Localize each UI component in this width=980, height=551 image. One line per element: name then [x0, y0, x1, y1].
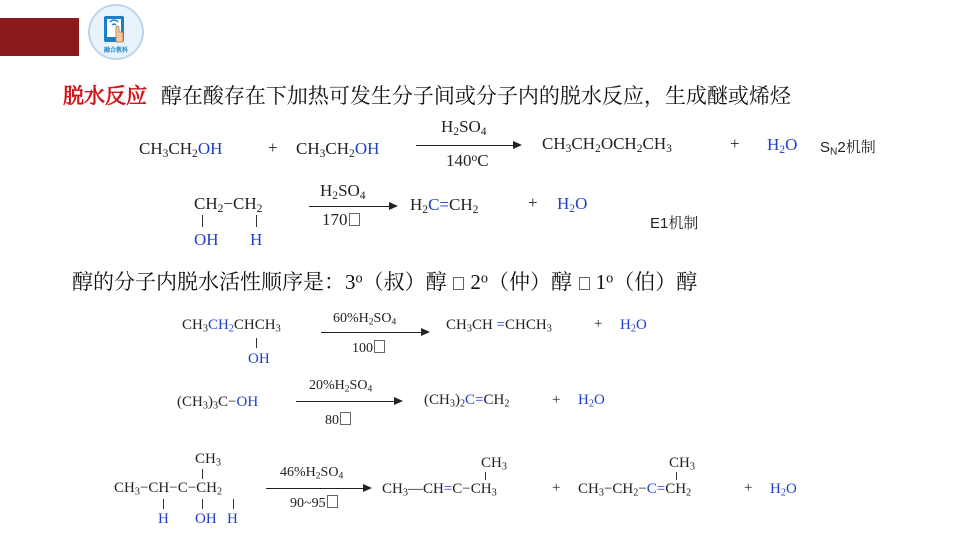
r5-product-1: $CH_3—CH=C-CH_3$	[382, 481, 497, 499]
r5-oh: OH	[195, 511, 217, 527]
r4-condition: 80	[325, 412, 351, 429]
r3-oh: OH	[248, 351, 270, 367]
r5-condition: 90~95	[290, 495, 338, 512]
logo-text: 融合教科	[103, 48, 128, 54]
r1-mechanism: $S_N2$机制	[820, 139, 876, 158]
r2-bond-1	[202, 215, 203, 227]
r3-reactant: $CH_3CH_2CHCH_3$	[182, 317, 281, 335]
r1-plus: +	[268, 138, 278, 157]
r2-product: $H_2C=CH_2$	[410, 195, 479, 216]
heading	[63, 80, 791, 110]
r5-reagent: $46\%H_2SO_4$	[280, 465, 344, 482]
order-prefix: 醇的分子内脱水活性顺序是：	[72, 271, 345, 294]
r5-reactant: $CH_3-CH-C-CH_2$	[114, 480, 223, 498]
r3-product: $CH_3CH$ $=CHCH_3$	[446, 317, 552, 335]
r1-condition: 140$^o$C	[446, 151, 489, 171]
r2-bond-2	[256, 215, 257, 227]
r4-product: $(CH_3)_2C=CH_2$	[424, 392, 510, 410]
r5-p2-methyl: $CH_3$	[669, 455, 695, 473]
r2-water: $H_2O$	[557, 194, 588, 215]
r5-bond-top	[202, 469, 203, 479]
r3-arrow	[321, 332, 428, 333]
r5-bond-h1	[163, 499, 164, 509]
r4-arrow	[296, 401, 401, 402]
r5-bond-oh	[202, 499, 203, 509]
r5-arrow	[266, 488, 370, 489]
separator-1	[453, 277, 464, 290]
heading-keyword: 脱水反应	[63, 85, 147, 108]
r4-reagent: $20\%H_2SO_4$	[309, 378, 373, 395]
r4-water: $H_2O$	[578, 392, 605, 410]
heading-text: 醇在酸存在下加热可发生分子间或分子内的脱水反应，生成醚或烯烃	[160, 85, 791, 108]
r5-plus-2: +	[744, 480, 753, 496]
r3-water: $H_2O$	[620, 317, 647, 335]
r2-reactant: $CH_2-CH_2$	[194, 194, 263, 215]
r2-plus: +	[528, 193, 538, 212]
r1-reactant-b: $CH_3CH_2OH$	[296, 139, 380, 160]
r2-condition: 170	[322, 210, 360, 230]
r1-water: $H_2O$	[767, 135, 798, 156]
order-sentence: 醇的分子内脱水活性顺序是：3$^o$（叔）醇 2$^o$（仲）醇 1$^o$（伯）醇	[72, 270, 698, 294]
r5-p2-bond	[676, 472, 677, 480]
r2-reagent: $H_2SO_4$	[320, 181, 366, 202]
r3-condition: 100	[352, 340, 385, 357]
r5-bond-h2	[233, 499, 234, 509]
r5-water: $H_2O$	[770, 481, 797, 499]
r5-p1-bond	[485, 472, 486, 480]
r3-reagent: $60\%H_2SO_4$	[333, 311, 397, 328]
separator-2	[579, 277, 590, 290]
r2-arrow	[309, 206, 396, 207]
r4-plus: +	[552, 392, 561, 408]
r5-methyl-top: $CH_3$	[195, 451, 221, 469]
r5-h-2: H	[227, 511, 238, 527]
r2-h: H	[250, 230, 263, 249]
r4-reactant: $(CH_3)_3C-OH$	[177, 394, 259, 412]
r1-arrow	[416, 145, 520, 146]
r5-plus: +	[552, 480, 561, 496]
r1-plus-2: +	[730, 134, 740, 153]
r2-oh: OH	[194, 230, 219, 249]
r3-bond	[256, 338, 257, 348]
r5-p1-methyl: $CH_3$	[481, 455, 507, 473]
r5-h-1: H	[158, 511, 169, 527]
r1-reagent: $H_2SO_4$	[441, 117, 487, 138]
r2-mechanism: E1机制	[650, 215, 699, 232]
accent-bar	[0, 18, 79, 56]
r5-product-2: $CH_3-CH_2-C=CH_2$	[578, 481, 692, 499]
r1-product: $CH_3CH_2OCH_2CH_3$	[542, 134, 672, 155]
r1-reactant-a: $CH_3CH_2OH$	[139, 139, 223, 160]
r3-plus: +	[594, 316, 603, 332]
logo	[88, 4, 144, 60]
